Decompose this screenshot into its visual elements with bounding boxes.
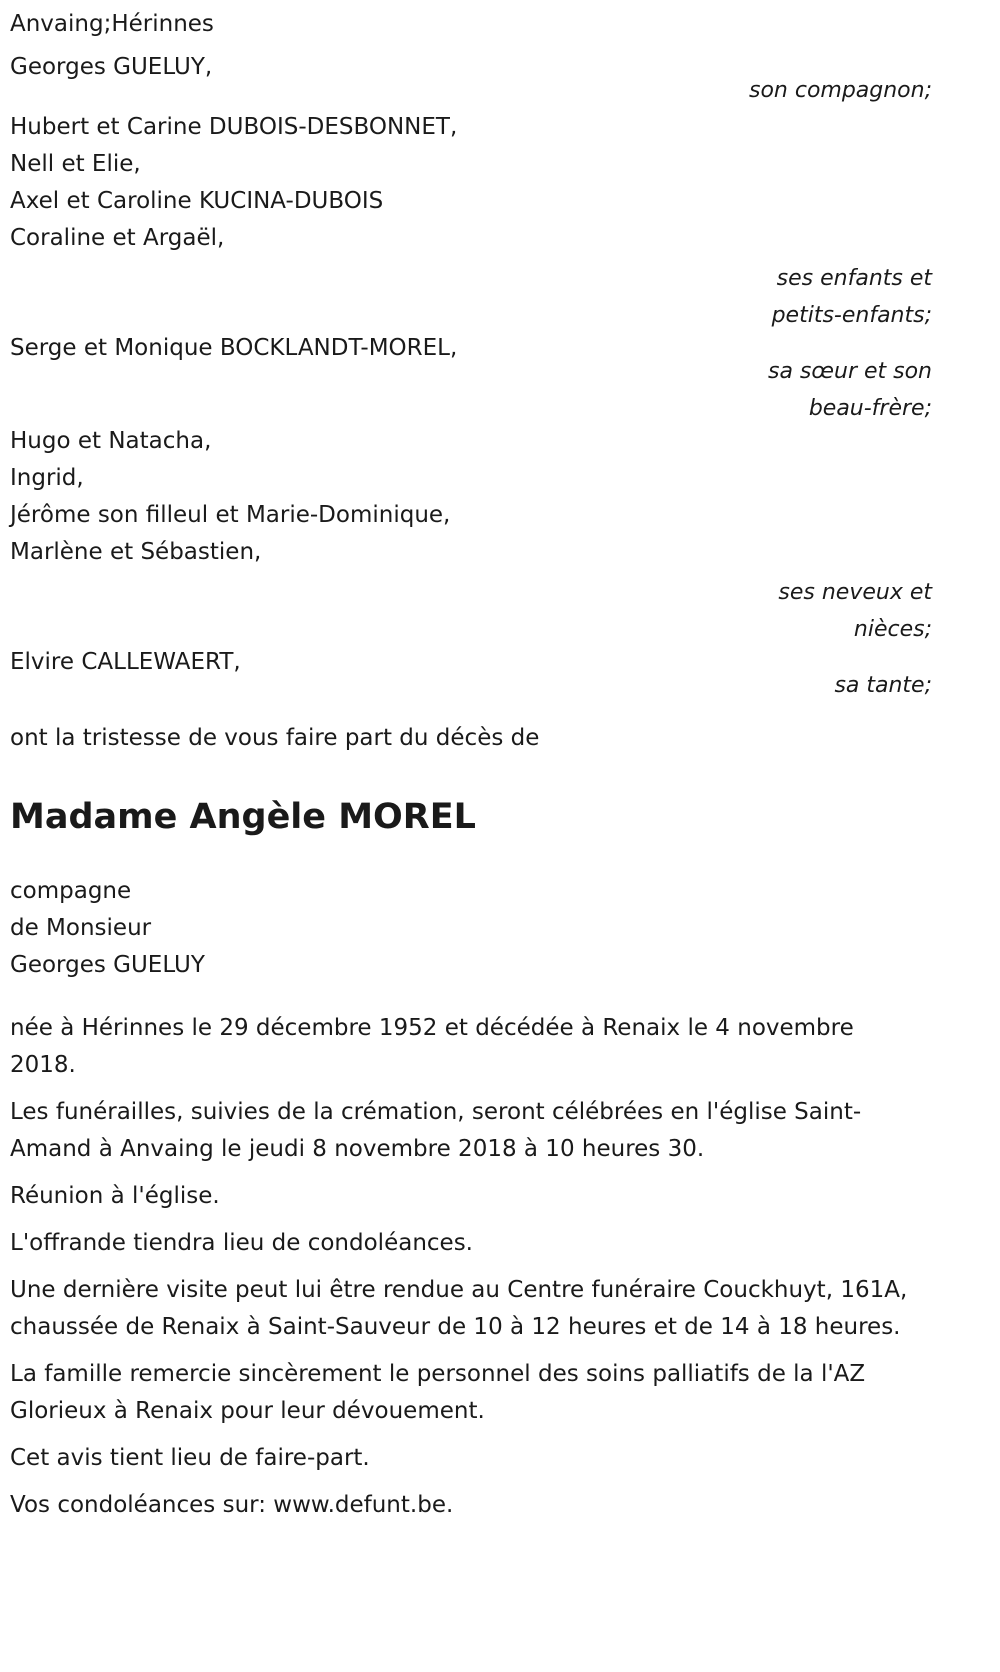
partner-line: de Monsieur [10,915,152,941]
family-relation [10,260,932,334]
relation-line: ses enfants et [776,266,932,291]
deceased-name: Madame Angèle MOREL [10,797,476,837]
family-group-children [10,109,932,334]
relation-line: beau-frère; [808,396,932,421]
funeral-paragraph: Les funérailles, suivies de la crémation, seront célébrées en l'église Saint-Amand à Anvaing le jeudi 8 novembre 2018 à 10 heures 30. [10,1099,862,1162]
family-name-line: Coraline et Argaël, [10,225,225,251]
family-name-line: Hugo et Natacha, [10,428,212,454]
visit-paragraph: Une dernière visite peut lui être rendue au Centre funéraire Couckhuyt, 161A, chaussée de Renaix à Saint-Sauveur de 10 à 12 heures et de 14 à 18 heures. [10,1277,908,1340]
family-group-nephews [10,423,932,648]
partner-line: compagne [10,878,132,904]
details-block [10,1010,932,1524]
relation-line: son compagnon; [748,78,932,103]
relation-line: nièces; [853,617,932,642]
notice-paragraph: Cet avis tient lieu de faire-part. [10,1445,370,1471]
family-name-line: Hubert et Carine DUBOIS-DESBONNET, [10,114,458,140]
family-name-line: Serge et Monique BOCKLANDT-MOREL, [10,335,458,361]
relation-line: petits-enfants; [771,303,932,328]
family-relation [10,574,932,648]
location-line: Anvaing;Hérinnes [10,11,214,37]
family-name-line: Elvire CALLEWAERT, [10,649,241,675]
family-group-partner [10,49,932,109]
family-name-line: Georges GUELUY, [10,54,213,80]
relation-line: sa tante; [834,673,932,698]
relation-line: sa sœur et son [767,359,932,384]
family-name-line: Nell et Elie, [10,151,141,177]
family-group-aunt [10,644,932,704]
partner-line: Georges GUELUY [10,952,205,978]
family-name-line: Ingrid, [10,465,84,491]
family-name-line: Axel et Caroline KUCINA-DUBOIS [10,188,384,214]
family-group-sibling [10,330,932,427]
partner-block [10,873,932,984]
relation-line: ses neveux et [778,580,932,605]
thanks-paragraph: La famille remercie sincèrement le personnel des soins palliatifs de la l'AZ Glorieux à Renaix pour leur dévouement. [10,1361,866,1424]
birth-death-paragraph: née à Hérinnes le 29 décembre 1952 et décédée à Renaix le 4 novembre 2018. [10,1015,854,1078]
condolences-paragraph: Vos condoléances sur: www.defunt.be. [10,1492,454,1518]
family-name-line: Jérôme son filleul et Marie-Dominique, [10,502,451,528]
obituary-document [10,6,932,1534]
family-name-line: Marlène et Sébastien, [10,539,262,565]
meeting-paragraph: Réunion à l'église. [10,1183,220,1209]
announcement-text: ont la tristesse de vous faire part du décès de [10,725,540,751]
offering-paragraph: L'offrande tiendra lieu de condoléances. [10,1230,473,1256]
